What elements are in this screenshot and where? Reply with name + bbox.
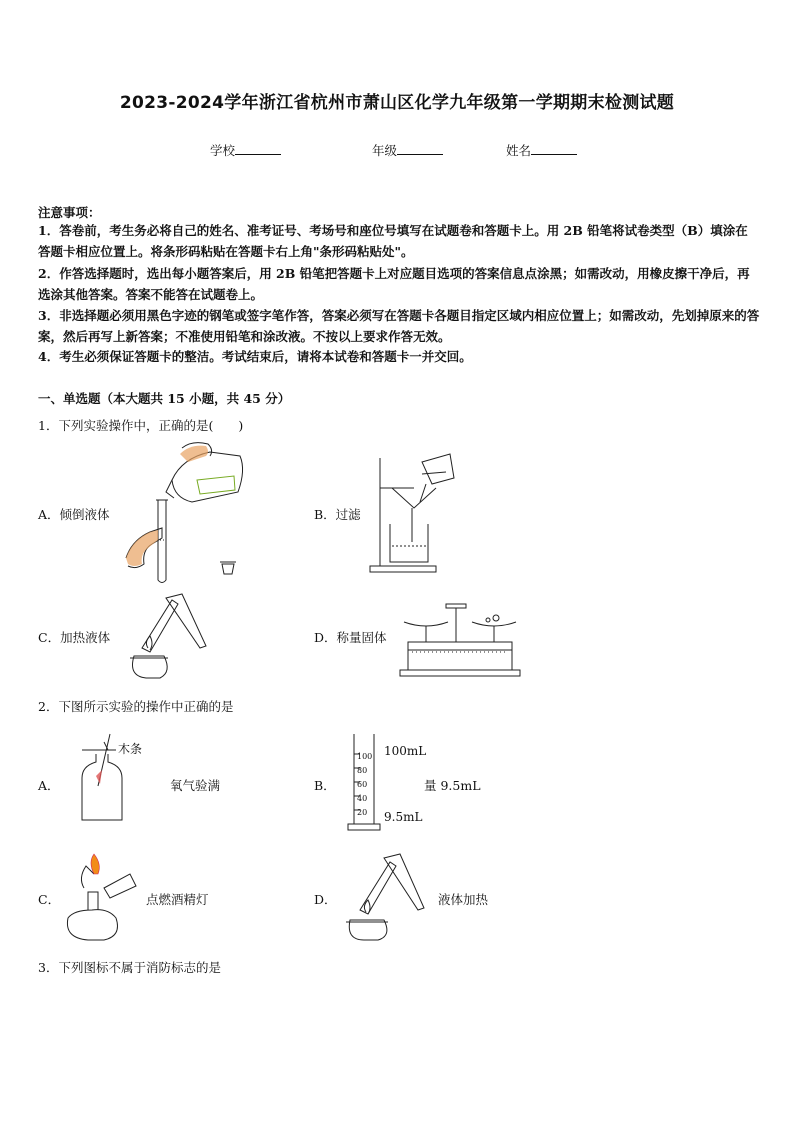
section-heading: 一、单选题（本大题共 15 小题，共 45 分）	[38, 391, 291, 406]
grade-field	[372, 141, 443, 159]
q1-stem: 1．下列实验操作中，正确的是( )	[38, 418, 244, 433]
pouring-liquid-illustration	[122, 440, 252, 585]
cylinder-tick-100: 100	[357, 752, 373, 761]
name-label: 姓名	[506, 143, 532, 158]
heating-liquid-illustration	[120, 592, 215, 682]
name-field	[506, 141, 577, 159]
q2-a-wood-label: 木条	[118, 742, 143, 756]
q1-option-d: D．称量固体	[314, 630, 387, 645]
cylinder-tick-40: 40	[357, 794, 368, 803]
cylinder-scale	[357, 750, 372, 820]
balance-illustration	[396, 600, 524, 678]
school-field	[210, 141, 281, 159]
q2-b-bottom-label: 9.5mL	[384, 810, 423, 824]
q2-option-a: A．	[38, 778, 60, 793]
q2-stem: 2．下图所示实验的操作中正确的是	[38, 699, 234, 714]
cylinder-tick-20: 20	[357, 808, 368, 817]
q3-stem: 3．下列图标不属于消防标志的是	[38, 960, 221, 975]
liquid-heating-illustration	[340, 852, 436, 944]
page-title: 2023-2024学年浙江省杭州市萧山区化学九年级第一学期期末检测试题	[119, 93, 675, 113]
q1-option-b: B．过滤	[314, 507, 361, 522]
note-1: 1．答卷前，考生务必将自己的姓名、准考证号、考场号和座位号填写在试题卷和答题卡上。用 2B 铅笔将试卷类型（B）填涂在答题卡相应位置上。将条形码粘贴在答题卡右上角"条形码粘贴处"。	[38, 223, 748, 259]
gas-bottle-illustration	[72, 728, 162, 824]
grade-blank	[397, 142, 443, 155]
q2-b-top-label: 100mL	[384, 744, 427, 758]
q2-d-caption: 液体加热	[438, 892, 489, 907]
cylinder-tick-60: 60	[357, 780, 368, 789]
cylinder-tick-80: 80	[357, 766, 368, 775]
q1-option-c: C．加热液体	[38, 630, 111, 645]
school-blank	[235, 142, 281, 155]
name-blank	[531, 142, 577, 155]
q2-option-b: B．	[314, 778, 336, 793]
note-4: 4．考生必须保证答题卡的整洁。考试结束后，请将本试卷和答题卡一并交回。	[38, 349, 472, 364]
notes-heading: 注意事项：	[38, 205, 101, 220]
q2-a-caption: 氧气验满	[170, 778, 221, 793]
note-2: 2．作答选择题时，选出每小题答案后，用 2B 铅笔把答题卡上对应题目选项的答案信息点涂黑；如需改动，用橡皮擦干净后，再选涂其他答案。答案不能答在试题卷上。	[38, 266, 750, 302]
q2-c-caption: 点燃酒精灯	[146, 892, 209, 907]
q2-b-caption: 量 9.5mL	[424, 778, 481, 793]
q2-option-d: D．	[314, 892, 337, 907]
q2-option-c: C．	[38, 892, 61, 907]
note-3: 3．非选择题必须用黑色字迹的钢笔或签字笔作答，答案必须写在答题卡各题目指定区域内相应位置上；如需改动，先划掉原来的答案，然后再写上新答案；不准使用铅笔和涂改液。不按以上要求作答无效。	[38, 308, 760, 344]
grade-label: 年级	[372, 143, 398, 158]
alcohol-lamp-lighting-illustration	[64, 852, 144, 944]
filtration-illustration	[362, 448, 462, 576]
school-label: 学校	[210, 143, 236, 158]
q1-option-a: A．倾倒液体	[38, 507, 110, 522]
